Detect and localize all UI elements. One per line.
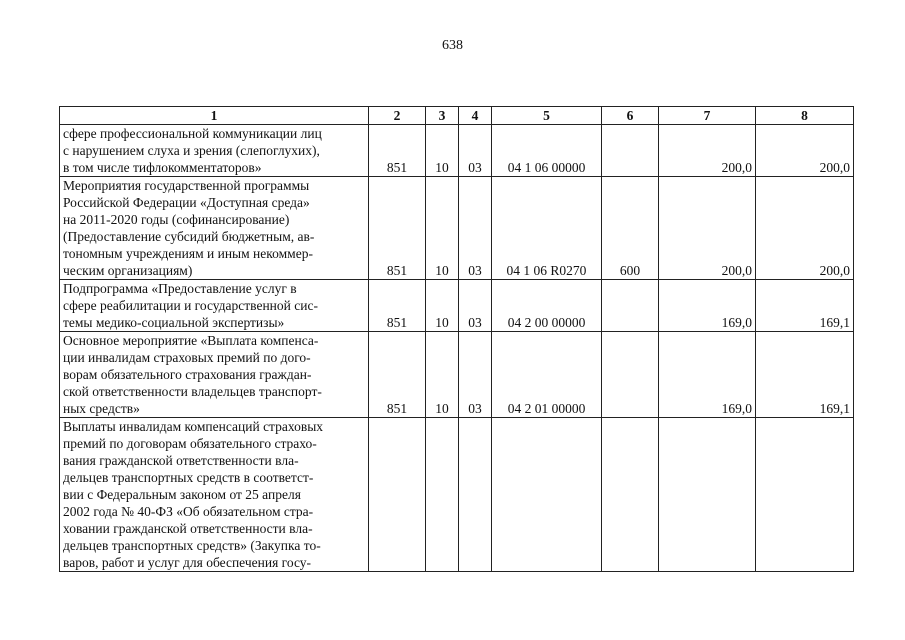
row-section [426, 418, 459, 572]
header-col-2: 2 [369, 107, 426, 125]
table-row [60, 125, 854, 177]
table-row [60, 418, 854, 572]
row-target-article: 04 2 01 00000 [492, 332, 602, 418]
row-subsection: 03 [459, 177, 492, 280]
table-row [60, 177, 854, 280]
row-target-article: 04 1 06 R0270 [492, 177, 602, 280]
row-amount-col8: 200,0 [756, 125, 854, 177]
row-subsection: 03 [459, 332, 492, 418]
row-target-article: 04 1 06 00000 [492, 125, 602, 177]
row-name: Мероприятия государственной программы Российской Федерации «Доступная среда» на 2011-2020 годы (софинансирование) (Предоставление субсидий бюджетным, ав- тономным учреждениям и иным некоммер- ческим организациям) [60, 177, 369, 280]
row-target-article [492, 418, 602, 572]
row-target-article: 04 2 00 00000 [492, 280, 602, 332]
table-header-row [60, 107, 854, 125]
row-subsection [459, 418, 492, 572]
row-section: 10 [426, 125, 459, 177]
header-col-6: 6 [602, 107, 659, 125]
row-name: Основное мероприятие «Выплата компенса- ции инвалидам страховых премий по дого- ворам обязательного страхования граждан- ской ответственности владельцев транспорт- ных средств» [60, 332, 369, 418]
row-amount-col7: 169,0 [659, 280, 756, 332]
table-row [60, 280, 854, 332]
row-expense-type [602, 332, 659, 418]
row-name: Подпрограмма «Предоставление услуг в сфере реабилитации и государственной сис- темы медико-социальной экспертизы» [60, 280, 369, 332]
row-name: Выплаты инвалидам компенсаций страховых премий по договорам обязательного страхо- вания гражданской ответственности вла- дельцев транспортных средств в соответст- вии с Федеральным законом от 25 апреля 2002 года № 40-ФЗ «Об обязательном стра- ховании гражданской ответственности вла- дельцев транспортных средств» (Закупка то- варов, работ и услуг для обеспечения госу- [60, 418, 369, 572]
row-section: 10 [426, 332, 459, 418]
header-col-1: 1 [60, 107, 369, 125]
row-amount-col7: 200,0 [659, 125, 756, 177]
row-section: 10 [426, 177, 459, 280]
header-col-8: 8 [756, 107, 854, 125]
row-expense-type: 600 [602, 177, 659, 280]
row-ministry-code: 851 [369, 332, 426, 418]
row-ministry-code [369, 418, 426, 572]
row-expense-type [602, 125, 659, 177]
row-ministry-code: 851 [369, 177, 426, 280]
header-col-5: 5 [492, 107, 602, 125]
row-amount-col8: 169,1 [756, 332, 854, 418]
row-amount-col8 [756, 418, 854, 572]
row-expense-type [602, 280, 659, 332]
header-col-7: 7 [659, 107, 756, 125]
row-amount-col8: 200,0 [756, 177, 854, 280]
row-name: сфере профессиональной коммуникации лиц с нарушением слуха и зрения (слепоглухих), в том числе тифлокомментаторов» [60, 125, 369, 177]
row-ministry-code: 851 [369, 125, 426, 177]
row-subsection: 03 [459, 280, 492, 332]
row-amount-col7: 200,0 [659, 177, 756, 280]
row-ministry-code: 851 [369, 280, 426, 332]
row-amount-col7: 169,0 [659, 332, 756, 418]
row-subsection: 03 [459, 125, 492, 177]
row-amount-col8: 169,1 [756, 280, 854, 332]
table-row [60, 332, 854, 418]
header-col-4: 4 [459, 107, 492, 125]
page-number: 638 [442, 38, 463, 53]
header-col-3: 3 [426, 107, 459, 125]
budget-table [59, 106, 854, 572]
row-amount-col7 [659, 418, 756, 572]
row-expense-type [602, 418, 659, 572]
row-section: 10 [426, 280, 459, 332]
